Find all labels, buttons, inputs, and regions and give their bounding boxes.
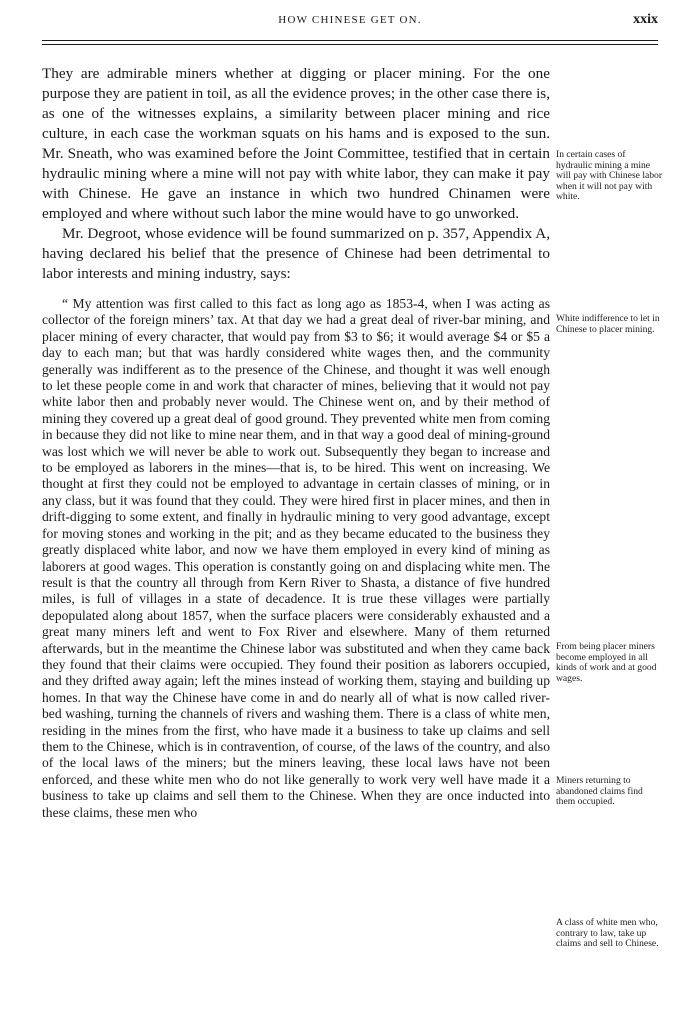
header-rule-top	[42, 40, 658, 41]
margin-note-miners-returning: Miners returning to abandoned claims find them occupied.	[556, 775, 643, 808]
header-rule-bottom	[42, 44, 658, 45]
page-number: xxix	[633, 12, 658, 27]
margin-note-indifference: White indifference to let in Chinese to placer mining.	[556, 313, 660, 335]
margin-note-hydraulic: In certain cases of hydraulic mining a mine will pay with Chinese labor when it will not pay with white.	[556, 149, 663, 203]
running-head	[42, 12, 658, 30]
degroot-quotation: “ My attention was first called to this fact as long ago as 1853-4, when I was acting as collector of the foreign miners’ tax. At that day we had a great deal of river-bar mining, and placer mining of every character, that would pay from $3 to $6; it would average $4 or $5 a day to each man; but that was hardly considered white wages then, and the community generally was indifferent as to the presence of the Chinese, and thought it was well enough to let these people come in and work that character of mines, believing that it would not pay white labor then and probably never would. The Chinese went on, and by their method of mining they covered up a great deal of good ground. They prevented white men from coming in because they did not like to mine near them, and in that way a good deal of mining-ground was lost which we will never be able to work out. Subsequently they began to increase and to be employed as laborers in the mines—that is, to be hired. This went on increasing. We thought at first they could not be employed to advantage in certain classes of mining, or in any class, but it was found that they could. They were hired first in placer mines, and then in drift-digging to some extent, and finally in hydraulic mining to very good advantage, except for moving stones and working in the pit; and as they became educated to the business they greatly displaced white labor, and now we have them employed in every kind of mining as laborers at good wages. This operation is constantly going on and displacing white men. The result is that the country all through from Kern River to Shasta, a distance of five hundred miles, is full of villages in a state of decadence. It is true these villages were partially depopulated along about 1857, when the surface placers were considerably exhausted and a great many miners left and went to Fox River and elsewhere. Many of them returned afterwards, but in the meantime the Chinese labor was substituted and when they came back they found that their claims were occupied. They found their position as laborers occupied, and they drifted away again; left the mines instead of working them, staying and building up homes. In that way the Chinese have come in and do nearly all of what is now called river-bed washing, turning the channels of rivers and washing them. There is a class of white men, residing in the mines from the first, who have made it a business to take up claims and sell them to the Chinese, which is in contravention, of course, of the laws of the country, and also of the local laws of the miners; but the miners leaving, these local laws have not been enforced, and these white men who do not like generally to work very well have made it a business to take up claims and sell them to the Chinese. When they are once inducted into these claims, these men who	[42, 296, 550, 820]
body-text	[42, 64, 550, 821]
margin-note-claims: A class of white men who, contrary to law, take up claims and sell to Chinese.	[556, 917, 659, 950]
paragraph-degroot: Mr. Degroot, whose evidence will be found summarized on p. 357, Appendix A, having declared his belief that the presence of Chinese had been detrimental to labor interests and mining industry, says:	[42, 225, 550, 282]
margin-note-placer-miners: From being placer miners become employed in all kinds of work and at good wages.	[556, 641, 657, 684]
running-title: HOW CHINESE GET ON.	[278, 14, 422, 26]
paragraph-miners: They are admirable miners whether at digging or placer mining. For the one purpose they are patient in toil, as all the evidence proves; in the other case there is, as one of the witnesses explains, a similarity between placer mining and rice culture, in each case the workman squats on his hams and is exposed to the sun. Mr. Sneath, who was examined before the Joint Committee, testified that in certain hydraulic mining where a mine will not pay with white labor, they can make it pay with Chinese. He gave an instance in which two hundred Chinamen were employed and where without such labor the mine would have to go unworked.	[42, 65, 550, 222]
